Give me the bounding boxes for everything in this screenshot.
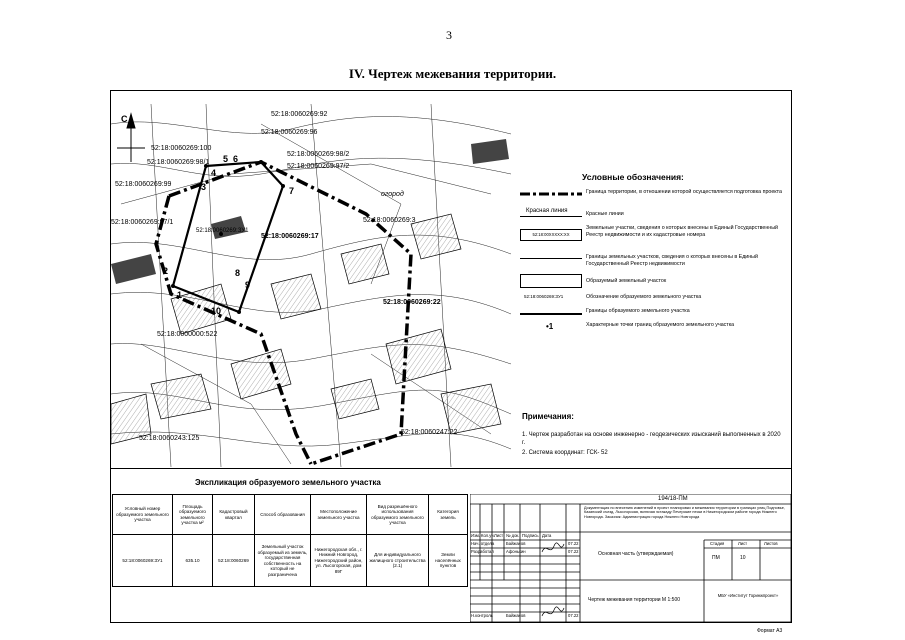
street-label: огород: [381, 191, 404, 198]
point-number: 4: [211, 168, 217, 178]
legend-title: Условные обозначения:: [582, 172, 684, 182]
legend-sample-point: •1: [546, 322, 554, 331]
legend-text: Образуемый земельный участок: [586, 278, 667, 284]
stamp-stage-header: Стадия: [710, 541, 725, 546]
signature: [540, 540, 566, 558]
parcel-label: 52:18:0060269:92: [271, 111, 328, 118]
table-cell: 635.10: [173, 535, 213, 587]
parcel-label: 52:18:0060269:96: [261, 129, 318, 136]
parcel-label: 52:18:0060269:3: [363, 217, 416, 224]
point-number: 8: [235, 268, 241, 278]
legend-sample-designation: 52:18:0060269:ЗУ1: [524, 294, 564, 299]
table-header: Условный номер образуемого земельного участка: [113, 495, 173, 535]
point-number: 2: [163, 266, 169, 276]
stamp-description: Документация по внесению изменений в проект планировки и межевания территории в границах улиц Подновье, Казанский съезд, Лысогорская, включая эстакаду Печерские пески в Нижегородском районе города Нижнего Новгорода. Заказчик: Администрация города Нижнего Новгорода: [584, 506, 785, 519]
table-cell: Земли населённых пунктов: [429, 535, 468, 587]
table-cell: Нижегородская обл., г. Нижний Новгород, Нижегородский район, ул. Лысогорская, дом 89Г: [311, 535, 367, 587]
parcel-label: 52:18:0060243:125: [139, 435, 200, 442]
stamp-sheet-header: Лист: [738, 541, 748, 546]
table-header: Способ образования: [255, 495, 311, 535]
parcel-label: 52:18:0060247:22: [401, 429, 458, 436]
parcel-label: 52:18:0060269:98/1: [147, 159, 210, 166]
notes-title: Примечания:: [522, 412, 574, 421]
table-cell: Земельный участок образуемый из земель, государственная собственность на который не разграничена: [255, 535, 311, 587]
parcel-label: 52:18:0060269:99: [115, 181, 172, 188]
stamp-code: 194/18-ПМ: [658, 496, 688, 502]
legend-text: Характерные точки границ образуемого земельного участка: [586, 322, 735, 328]
point-number: 10: [211, 306, 222, 316]
legend-text: Границы образуемого земельного участка: [586, 308, 690, 314]
section-heading: IV. Чертеж межевания территории.: [348, 66, 557, 81]
stamp-role: Разработал: [471, 549, 494, 554]
stamp-date: 07.22: [568, 613, 579, 618]
stamp-col-header: № док.: [506, 533, 520, 538]
legend-text: Границы земельных участков, сведения о которых внесены в Единый Государственный Реестр недвижимости: [586, 254, 758, 267]
explication-table: [112, 494, 468, 587]
legend-text: Земельные участки, сведения о которых внесены в Единый Государственный Реестр недвижимости и их кадастровые номера: [586, 225, 778, 238]
legend-formed-line: [520, 313, 582, 315]
stamp-col-header: Изм.: [471, 533, 480, 538]
divider: [111, 468, 791, 469]
note-item: 1. Чертеж разработан на основе инженерно - геодезических изысканий выполненных в 2020 г.: [522, 432, 781, 446]
stamp-name: Байжанов: [506, 541, 526, 546]
stamp-name: Байжанов: [506, 613, 526, 618]
signature: [540, 604, 566, 622]
table-header: Площадь образуемого земельного участка м²: [173, 495, 213, 535]
legend-redline-line: [520, 216, 582, 217]
point-number: 7: [289, 186, 295, 196]
point-number: 9: [245, 280, 251, 290]
stamp-col-header: Дата: [542, 533, 552, 538]
stamp-section-title: Основная часть (утверждаемая): [598, 551, 674, 557]
stamp-stage: ПМ: [712, 555, 720, 561]
parcel-label: 52:18:0060269:100: [151, 145, 212, 152]
table-cell: 52:18:0060269:ЗУ1: [113, 535, 173, 587]
parcel-label: 52:18:0060269:22: [383, 299, 441, 306]
stamp-role: Нач. отдела: [471, 541, 495, 546]
point-number: 3: [201, 182, 207, 192]
legend-sample-redline: Красная линия: [526, 208, 568, 214]
stamp-date: 07.22: [568, 541, 579, 546]
legend-sample-formed: [520, 274, 582, 288]
title-block: [470, 494, 791, 622]
parcel-label: 52:18:0060269:98/2: [287, 151, 350, 158]
point-number: 5: [223, 154, 229, 164]
table-header: Кадастровый квартал: [213, 495, 255, 535]
stamp-name: Афонькин: [506, 549, 526, 554]
point-number: 6: [233, 154, 239, 164]
table-cell: 52:18:0060269: [213, 535, 255, 587]
table-row: [113, 535, 468, 587]
legend-text: Красные линии: [586, 211, 624, 217]
table-header: Вид разрешённого использования образуемого земельного участка: [367, 495, 429, 535]
stamp-sheets-header: Листов: [764, 541, 778, 546]
explication-title: Экспликация образуемого земельного участка: [195, 478, 381, 487]
stamp-sheet: 10: [740, 555, 746, 561]
legend-text: Обозначение образуемого земельного участка: [586, 294, 702, 300]
north-label: С: [121, 114, 128, 124]
cadastral-map: [111, 104, 511, 467]
stamp-col-header: Кол.уч.: [481, 533, 495, 538]
stamp-role: Н.контроль: [471, 613, 493, 618]
table-header: Местоположение земельного участка: [311, 495, 367, 535]
stamp-sheet-title: Чертеж межевания территории М 1:500: [588, 597, 681, 603]
parcel-label: 52:18:0060269:97/1: [111, 219, 174, 226]
parcel-label: 52:18:0060269:17: [261, 233, 319, 240]
note-item: 2. Система координат: ГСК- 52: [522, 450, 608, 456]
legend-text: Граница территории, в отношении которой осуществляется подготовка проекта: [586, 189, 782, 195]
page-number: 3: [446, 28, 452, 42]
legend-parcel-line: [520, 258, 582, 259]
parcel-label: 52:18:0000000:522: [157, 331, 218, 338]
legend-sample-cadastral: 52:18:00XXXXX:XX: [520, 229, 582, 241]
format-label: Формат А3: [757, 628, 783, 634]
stamp-org: МБУ «Институт Горинжпроект»: [717, 593, 779, 598]
table-header: Категория земель: [429, 495, 468, 535]
parcel-label: 52:18:0060269:ЗУ1: [196, 228, 249, 234]
parcel-label: 52:18:0060269:97/2: [287, 163, 350, 170]
stamp-col-header: Лист: [494, 533, 504, 538]
table-cell: Для индивидуального жилищного строительства (2.1): [367, 535, 429, 587]
legend-sample-territory: [520, 191, 582, 197]
point-number: 1: [177, 290, 183, 300]
stamp-date: 07.22: [568, 549, 579, 554]
stamp-col-header: Подпись: [522, 533, 539, 538]
